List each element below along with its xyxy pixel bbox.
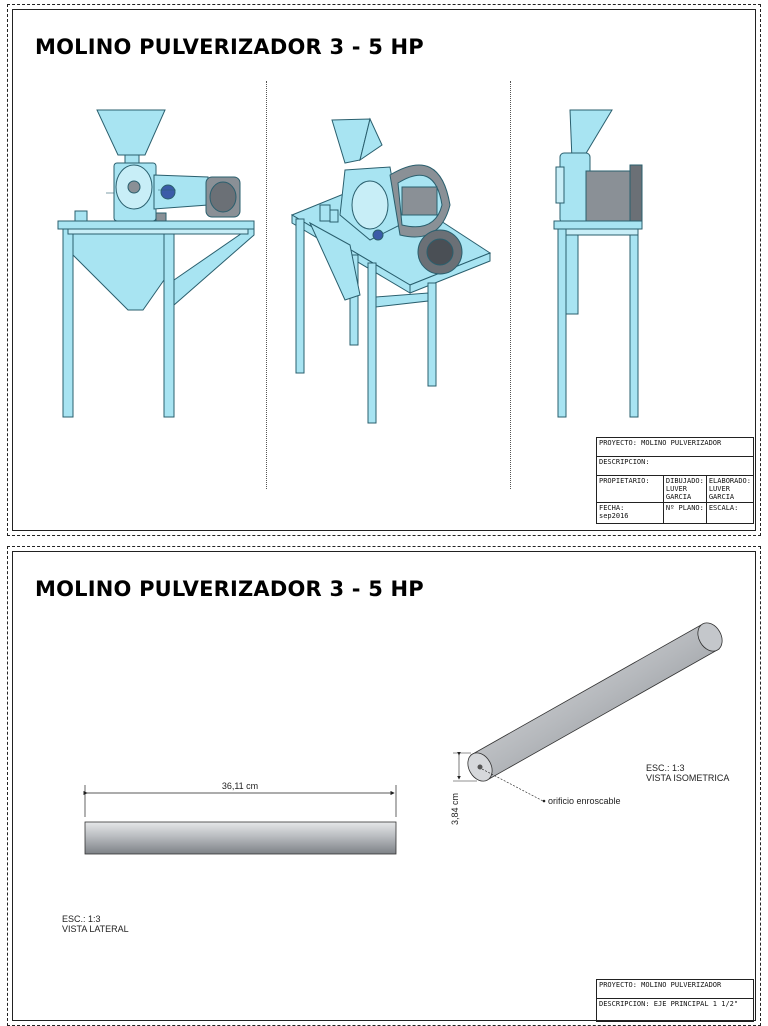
dim-length-label: 36,11 cm: [221, 781, 259, 791]
tb2-proyecto-row: [597, 980, 754, 999]
sheet-1-title: MOLINO PULVERIZADOR 3 - 5 HP: [35, 35, 424, 59]
tb-elaborado-cell: [706, 476, 753, 503]
tb-dibujado-label: DIBUJADO:: [665, 477, 704, 485]
tb-descripcion-row: [597, 457, 754, 476]
tb2-proyecto-label: PROYECTO:: [599, 981, 637, 989]
tb-dibujado-cell: [663, 476, 706, 503]
tb2-proyecto-value: MOLINO PULVERIZADOR: [641, 981, 722, 989]
machine-isometric-view: [290, 115, 500, 420]
tb-fecha-value: sep2016: [599, 512, 629, 520]
tb-descripcion-label: DESCRIPCION:: [599, 458, 650, 466]
tb-fecha-label: FECHA:: [599, 504, 625, 512]
tb-plano-cell: [663, 503, 706, 524]
tb-proyecto-value: MOLINO PULVERIZADOR: [641, 439, 722, 447]
drawing-sheet-2: [7, 546, 761, 1026]
sheet-2-title: MOLINO PULVERIZADOR 3 - 5 HP: [35, 577, 424, 601]
tb2-descripcion-label: DESCRIPCION:: [599, 1000, 650, 1008]
threaded-hole: [478, 765, 483, 770]
tb-dibujado-value: LUVER GARCIA: [665, 485, 692, 501]
machine-side-view: [550, 105, 660, 420]
iso-view-text: VISTA ISOMETRICA: [646, 773, 730, 783]
title-block-sheet-2: [596, 979, 754, 1022]
drawing-sheet-1: [7, 4, 761, 536]
side-view-note: [62, 914, 129, 934]
view-divider-2: [510, 81, 511, 489]
shaft-side-view: [78, 777, 408, 857]
shaft-body-side: [85, 822, 396, 854]
tb-plano-label: Nº PLANO:: [665, 504, 704, 512]
iso-view-note: [646, 763, 729, 783]
side-scale-text: ESC.: 1:3: [62, 914, 101, 924]
tb-escala-label: ESCALA:: [708, 504, 739, 512]
callout-orificio: orificio enroscable: [548, 796, 621, 806]
tb2-descripcion-value: EJE PRINCIPAL 1 1/2": [653, 1000, 739, 1008]
tb-propietario-cell: [597, 476, 664, 503]
shaft-body-iso: [471, 625, 719, 779]
tb2-descripcion-row: [597, 999, 754, 1022]
title-block-sheet-1: [596, 437, 754, 524]
view-divider-1: [266, 81, 267, 489]
dim-diameter-label: 3,84 cm: [450, 792, 460, 825]
tb-elaborado-value: LUVER GARCIA: [708, 485, 735, 501]
tb-elaborado-label: ELABORADO:: [708, 477, 751, 485]
tb-propietario-label: PROPIETARIO:: [599, 477, 650, 485]
side-view-text: VISTA LATERAL: [62, 924, 129, 934]
tb-proyecto-label: PROYECTO:: [599, 439, 637, 447]
tb-fecha-cell: [597, 503, 664, 524]
iso-scale-text: ESC.: 1:3: [646, 763, 685, 773]
shaft-isometric-view: [433, 615, 733, 825]
tb-proyecto-row: [597, 438, 754, 457]
tb-escala-cell: [706, 503, 753, 524]
machine-front-view: [48, 105, 258, 420]
